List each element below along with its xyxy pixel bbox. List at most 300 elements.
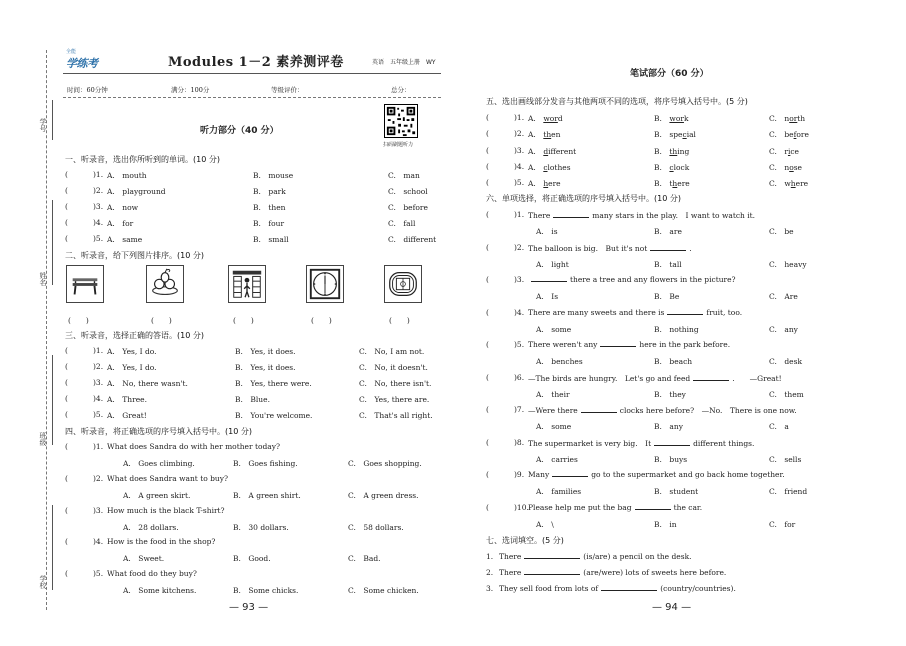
answer-blank[interactable] bbox=[650, 244, 686, 251]
question-number: )4. bbox=[514, 161, 525, 171]
underlined-letters: or bbox=[789, 114, 798, 123]
question-number: )3. bbox=[93, 505, 104, 515]
picture-5-answer[interactable]: ( ) bbox=[389, 316, 410, 325]
question-text bbox=[528, 308, 742, 317]
answer-paren[interactable]: ( bbox=[65, 569, 68, 579]
option-b bbox=[654, 129, 696, 140]
option-c: C. friend bbox=[769, 487, 808, 496]
answer-paren[interactable]: ( bbox=[65, 505, 68, 515]
option-c bbox=[769, 178, 808, 189]
option-prefix: B. bbox=[654, 114, 670, 123]
option-c: C. heavy bbox=[769, 259, 807, 269]
answer-paren[interactable]: ( bbox=[65, 410, 68, 419]
answer-paren[interactable]: ( bbox=[65, 346, 68, 355]
option-c: C. 58 dollars. bbox=[348, 522, 404, 532]
section-6-title: 六、单项选择，将正确选项的序号填入括号中。(10 分) bbox=[486, 194, 681, 203]
option-a: A. light bbox=[536, 259, 569, 269]
cut-line bbox=[46, 50, 47, 610]
option-suffix: en bbox=[551, 130, 561, 140]
answer-blank[interactable] bbox=[635, 503, 671, 510]
publisher-logo bbox=[66, 48, 108, 68]
option-b: B. Blue. bbox=[235, 395, 270, 404]
option-b bbox=[654, 113, 688, 124]
option-prefix: A. bbox=[528, 162, 544, 172]
question-part-2: go to the supermarket and go back home together. bbox=[591, 470, 785, 479]
total-info: 总分： bbox=[391, 86, 411, 94]
question-part-1: There bbox=[499, 552, 522, 561]
question-number: )9. bbox=[514, 470, 525, 479]
question-part-1: Many bbox=[528, 470, 550, 479]
question-text bbox=[528, 470, 785, 479]
underlined-letters: wor bbox=[669, 114, 684, 123]
score-info: 满分：100分 bbox=[171, 86, 210, 94]
option-b: B. You're welcome. bbox=[235, 411, 313, 420]
question-part-1: There bbox=[528, 211, 551, 220]
option-a: A. for bbox=[107, 219, 134, 228]
option-b bbox=[654, 178, 690, 189]
question-number: )7. bbox=[514, 405, 525, 414]
question-text bbox=[528, 243, 692, 254]
time-info: 时间：60分钟 bbox=[67, 86, 108, 94]
question-text: What does Sandra do with her mother today? bbox=[107, 442, 281, 451]
answer-paren[interactable]: ( bbox=[486, 210, 489, 219]
option-b: B. Good. bbox=[233, 554, 271, 564]
option-c: C. Yes, there are. bbox=[359, 395, 430, 404]
option-suffix: d bbox=[557, 114, 563, 123]
subject-tag: 英语 五年级上册 WY bbox=[372, 59, 436, 66]
section-7-title: 七、选词填空。(5 分) bbox=[486, 536, 564, 545]
page-left bbox=[63, 40, 441, 640]
question-number: )5. bbox=[514, 340, 525, 349]
option-b: B. Yes, it does. bbox=[235, 347, 296, 356]
option-b: B. they bbox=[654, 389, 686, 399]
answer-paren[interactable]: ( bbox=[486, 502, 489, 512]
option-c: C. be bbox=[769, 227, 794, 236]
option-a: A. Three. bbox=[107, 395, 147, 404]
option-a bbox=[528, 129, 560, 140]
binding-line bbox=[52, 355, 53, 445]
question-part-2: (are/were) lots of sweets here before. bbox=[583, 568, 727, 577]
option-b: B. buys bbox=[654, 454, 688, 464]
option-a: A. Yes, I do. bbox=[107, 363, 157, 372]
question-number: )5. bbox=[93, 410, 104, 419]
option-suffix: k bbox=[683, 114, 689, 123]
option-b: B. beach bbox=[654, 357, 693, 366]
answer-blank[interactable] bbox=[600, 340, 636, 347]
question-text: What does Sandra want to buy? bbox=[107, 473, 228, 483]
option-suffix: ere bbox=[677, 179, 690, 189]
section-2-title: 二、听录音，给下列图片排序。(10 分) bbox=[65, 251, 204, 260]
option-c bbox=[769, 129, 809, 140]
question-number: )3. bbox=[514, 145, 525, 155]
question-number: )5. bbox=[514, 178, 525, 188]
option-prefix: C. n bbox=[769, 162, 790, 172]
question-number: )2. bbox=[93, 186, 104, 195]
option-a: A. Yes, I do. bbox=[107, 347, 157, 356]
question-number: )4. bbox=[93, 394, 104, 403]
question-number: )3. bbox=[514, 275, 525, 284]
question-number: )4. bbox=[514, 307, 525, 317]
question-part-2: . —Great! bbox=[732, 373, 782, 383]
section-3-title: 三、听录音，选择正确的答语。(10 分) bbox=[65, 331, 204, 340]
option-c bbox=[769, 162, 802, 173]
question-part-1: There weren't any bbox=[528, 340, 598, 349]
question-text bbox=[528, 275, 736, 284]
answer-paren[interactable]: ( bbox=[65, 378, 68, 387]
question-text bbox=[499, 568, 726, 577]
option-prefix: A. bbox=[528, 179, 544, 189]
option-c: C. desk bbox=[769, 357, 802, 366]
question-number: )1. bbox=[514, 113, 525, 122]
option-c: C. a bbox=[769, 422, 789, 431]
option-c: C. That's all right. bbox=[359, 411, 433, 420]
info-rule bbox=[63, 97, 441, 98]
question-number: )8. bbox=[514, 437, 525, 447]
option-c: C. sells bbox=[769, 454, 802, 464]
option-suffix: ing bbox=[677, 146, 690, 156]
page-title: Modules 1－2 素养测评卷 bbox=[168, 55, 344, 70]
question-part-1: They sell food from lots of bbox=[499, 584, 599, 593]
question-part-2: clocks here before? —No. There is one now. bbox=[619, 406, 797, 415]
underlined-letters: c bbox=[682, 130, 687, 140]
underlined-letters: wor bbox=[543, 114, 558, 123]
page-right bbox=[484, 40, 902, 640]
question-part-2: (is/are) a pencil on the desk. bbox=[583, 552, 692, 561]
option-a: A. now bbox=[107, 203, 139, 212]
binding-line bbox=[52, 505, 53, 590]
question-part-1: Please help me put the bag bbox=[528, 502, 632, 512]
question-text: What food do they buy? bbox=[107, 569, 197, 579]
option-b: B. Yes, it does. bbox=[235, 363, 296, 372]
binding-label-student-id: 学号 bbox=[39, 118, 47, 132]
question-part-2: . bbox=[689, 243, 692, 253]
option-a bbox=[528, 113, 563, 124]
option-b: B. Goes fishing. bbox=[233, 459, 298, 468]
option-b: B. Some chicks. bbox=[233, 586, 299, 596]
option-b: B. small bbox=[253, 235, 289, 244]
option-c bbox=[769, 113, 805, 124]
answer-blank[interactable] bbox=[581, 406, 617, 413]
qr-caption: 扫码刷题听力 bbox=[383, 142, 414, 148]
option-prefix: B. bbox=[654, 162, 670, 172]
supermarket-picture bbox=[228, 265, 266, 303]
option-suffix: ce bbox=[790, 146, 799, 156]
answer-paren[interactable]: ( bbox=[65, 394, 68, 403]
picture-1-answer[interactable]: ( ) bbox=[68, 316, 89, 325]
question-part-2: there a tree and any flowers in the picture? bbox=[570, 275, 736, 284]
underlined-letters: h bbox=[543, 179, 549, 189]
answer-paren[interactable]: ( bbox=[65, 186, 68, 195]
question-number: )5. bbox=[93, 234, 104, 243]
section-1-title: 一、听录音，选出你所听到的单词。(10 分) bbox=[65, 155, 220, 164]
question-part-2: different things. bbox=[693, 438, 755, 448]
section-5-title: 五、选出画线部分发音与其他两项不同的选项，将序号填入括号中。(5 分) bbox=[486, 97, 748, 106]
option-c: C. for bbox=[769, 519, 796, 529]
option-b: B. student bbox=[654, 487, 699, 496]
option-a: A. carries bbox=[536, 454, 578, 464]
option-prefix: B. t bbox=[654, 179, 673, 189]
answer-paren[interactable]: ( bbox=[486, 161, 489, 171]
underlined-letters: h bbox=[672, 179, 678, 189]
fruit-picture bbox=[146, 265, 184, 303]
option-a: A. benches bbox=[536, 357, 583, 366]
question-part-2: (country/countries). bbox=[660, 584, 736, 593]
question-number: 3. bbox=[486, 584, 494, 593]
grade-info: 等级评价： bbox=[271, 86, 304, 94]
option-b: B. then bbox=[253, 203, 286, 212]
option-b: B. Yes, there were. bbox=[235, 379, 312, 388]
question-number: )1. bbox=[93, 442, 104, 451]
option-b: B. in bbox=[654, 519, 677, 529]
option-prefix: A. bbox=[528, 146, 544, 156]
question-number: 1. bbox=[486, 552, 494, 561]
option-c: C. A green dress. bbox=[348, 490, 419, 500]
question-text: How is the food in the shop? bbox=[107, 537, 216, 547]
clock-picture bbox=[306, 265, 344, 303]
playground-picture bbox=[384, 265, 422, 303]
option-suffix: lock bbox=[673, 162, 690, 172]
option-suffix: ore bbox=[796, 130, 809, 140]
answer-paren[interactable]: ( bbox=[65, 170, 68, 179]
page-number-right: — 94 — bbox=[652, 602, 692, 613]
option-a: A. Great! bbox=[107, 411, 147, 420]
option-a: A. No, there wasn't. bbox=[107, 379, 188, 388]
option-c: C. Bad. bbox=[348, 554, 381, 564]
question-number: )4. bbox=[93, 218, 104, 227]
option-c: C. before bbox=[388, 203, 428, 212]
question-part-2: the car. bbox=[673, 502, 703, 512]
picture-row bbox=[63, 265, 441, 325]
answer-blank[interactable] bbox=[654, 439, 690, 446]
question-part-2: fruit, too. bbox=[706, 307, 743, 317]
option-a: A. playground bbox=[107, 187, 166, 196]
option-a: A. is bbox=[536, 227, 558, 236]
header-rule bbox=[63, 73, 441, 74]
answer-paren[interactable]: ( bbox=[486, 145, 489, 155]
question-text bbox=[528, 210, 755, 221]
question-number: 2. bbox=[486, 568, 494, 577]
answer-paren[interactable]: ( bbox=[486, 307, 489, 317]
option-a: A. same bbox=[107, 235, 143, 244]
option-prefix: B. spe bbox=[654, 130, 683, 140]
option-c: C. Some chicken. bbox=[348, 586, 419, 596]
option-a bbox=[528, 162, 571, 173]
option-c: C. man bbox=[388, 171, 420, 180]
option-a: A. \ bbox=[536, 519, 554, 529]
question-number: )2. bbox=[514, 129, 525, 139]
answer-paren[interactable]: ( bbox=[486, 275, 489, 284]
option-c: C. Are bbox=[769, 292, 798, 301]
option-a: A. some bbox=[536, 422, 572, 431]
option-c: C. any bbox=[769, 324, 798, 334]
question-text bbox=[528, 340, 730, 349]
answer-blank[interactable] bbox=[693, 374, 729, 381]
option-b: B. four bbox=[253, 219, 285, 228]
answer-paren[interactable]: ( bbox=[486, 437, 489, 447]
answer-paren[interactable]: ( bbox=[486, 340, 489, 349]
bench-picture bbox=[66, 265, 104, 303]
binding-label-class: 班级 bbox=[39, 432, 47, 446]
question-number: )2. bbox=[93, 473, 104, 483]
option-a: A. Goes climbing. bbox=[123, 459, 195, 468]
binding-line bbox=[52, 100, 53, 140]
option-c: C. Goes shopping. bbox=[348, 459, 422, 468]
answer-blank[interactable] bbox=[552, 470, 588, 477]
answer-blank[interactable] bbox=[667, 308, 703, 315]
qr-code-icon[interactable] bbox=[384, 104, 418, 138]
option-c: C. school bbox=[388, 187, 428, 196]
binding-label-name: 姓名 bbox=[39, 272, 47, 286]
question-number: )1. bbox=[514, 210, 525, 219]
answer-paren[interactable]: ( bbox=[65, 537, 68, 547]
question-part-2: many stars in the play. I want to watch it. bbox=[592, 211, 756, 220]
answer-paren[interactable]: ( bbox=[486, 405, 489, 414]
question-text bbox=[499, 552, 692, 561]
option-a bbox=[528, 146, 576, 157]
question-number: )3. bbox=[93, 202, 104, 211]
question-part-1: The supermarket is very big. It bbox=[528, 438, 652, 448]
answer-paren[interactable]: ( bbox=[486, 113, 489, 122]
question-number: )6. bbox=[514, 372, 525, 382]
option-suffix: ere bbox=[548, 179, 561, 189]
underlined-letters: i bbox=[787, 146, 791, 156]
section-4-title: 四、听录音，将正确选项的序号填入括号中。(10 分) bbox=[65, 427, 252, 436]
picture-3-answer[interactable]: ( ) bbox=[233, 316, 254, 325]
question-text bbox=[528, 438, 754, 449]
answer-blank[interactable] bbox=[524, 568, 580, 575]
picture-4-answer[interactable]: ( ) bbox=[311, 316, 332, 325]
answer-blank[interactable] bbox=[524, 552, 580, 559]
option-prefix: C. r bbox=[769, 146, 788, 156]
question-number: )2. bbox=[93, 362, 104, 371]
logo-small-text: 全能 bbox=[66, 49, 77, 55]
option-c: C. No, there isn't. bbox=[359, 379, 432, 388]
underlined-letters: f bbox=[793, 130, 797, 140]
option-a: A. some bbox=[536, 324, 572, 334]
option-suffix: ial bbox=[686, 130, 696, 140]
option-b: B. 30 dollars. bbox=[233, 522, 289, 532]
option-b: B. park bbox=[253, 187, 286, 196]
option-prefix: A. bbox=[528, 130, 544, 140]
option-c: C. No, it doesn't. bbox=[359, 363, 428, 372]
question-number: )2. bbox=[514, 242, 525, 252]
answer-blank[interactable] bbox=[601, 584, 657, 591]
option-a: A. A green skirt. bbox=[123, 490, 191, 500]
option-c: C. them bbox=[769, 389, 804, 399]
listening-part-title: 听力部分（40 分） bbox=[200, 126, 279, 136]
answer-paren[interactable]: ( bbox=[486, 372, 489, 382]
option-b: B. nothing bbox=[654, 324, 699, 334]
option-a: A. 28 dollars. bbox=[123, 522, 179, 532]
written-part-title: 笔试部分（60 分） bbox=[630, 69, 709, 79]
question-part-1: —The birds are hungry. Let's go and feed bbox=[528, 373, 691, 383]
option-prefix: C. w bbox=[769, 179, 791, 189]
option-suffix: ere bbox=[795, 179, 809, 189]
binding-line bbox=[52, 200, 53, 285]
question-text bbox=[528, 373, 782, 384]
question-number: )1. bbox=[93, 170, 104, 179]
option-suffix: se bbox=[793, 162, 802, 172]
underlined-letters: o bbox=[789, 162, 794, 172]
answer-paren[interactable]: ( bbox=[486, 470, 489, 479]
option-b: B. A green shirt. bbox=[233, 490, 301, 500]
question-number: )10. bbox=[514, 502, 529, 512]
underlined-letters: th bbox=[669, 146, 678, 156]
exam-info bbox=[67, 85, 441, 94]
answer-paren[interactable]: ( bbox=[65, 473, 68, 483]
page-number-left: — 93 — bbox=[229, 602, 269, 613]
answer-paren[interactable]: ( bbox=[65, 218, 68, 227]
answer-blank[interactable] bbox=[553, 211, 589, 218]
option-c bbox=[769, 146, 799, 157]
underlined-letters: d bbox=[543, 146, 549, 156]
question-part-1: —Were there bbox=[528, 406, 578, 415]
question-text bbox=[528, 405, 797, 416]
option-c: C. fall bbox=[388, 219, 416, 228]
question-number: )4. bbox=[93, 537, 104, 547]
question-text: How much is the black T-shirt? bbox=[107, 505, 225, 515]
question-part-2: here in the park before. bbox=[639, 340, 731, 349]
option-c: C. different bbox=[388, 235, 437, 244]
option-a: A. mouth bbox=[107, 171, 147, 180]
option-a: A. families bbox=[536, 487, 582, 496]
answer-paren[interactable]: ( bbox=[65, 234, 68, 243]
question-number: )5. bbox=[93, 569, 104, 579]
question-part-1: There are many sweets and there is bbox=[528, 307, 665, 317]
binding-margin bbox=[0, 0, 58, 646]
answer-blank[interactable] bbox=[531, 275, 567, 282]
logo-main-text: 学练考 bbox=[66, 57, 98, 70]
option-b: B. tall bbox=[654, 259, 682, 269]
option-a: A. their bbox=[536, 389, 570, 399]
answer-paren[interactable]: ( bbox=[486, 242, 489, 252]
option-b bbox=[654, 162, 689, 173]
option-prefix: C. n bbox=[769, 114, 790, 123]
question-text bbox=[528, 503, 702, 512]
option-a: A. Is bbox=[536, 292, 559, 301]
question-text bbox=[499, 584, 736, 593]
option-a: A. Some kitchens. bbox=[123, 586, 197, 596]
question-number: )3. bbox=[93, 378, 104, 387]
option-prefix: B. bbox=[654, 146, 670, 156]
question-part-1: The balloon is big. But it's not bbox=[528, 243, 648, 253]
underlined-letters: h bbox=[790, 179, 796, 189]
option-b: B. mouse bbox=[253, 171, 294, 180]
underlined-letters: c bbox=[543, 162, 548, 172]
picture-2-answer[interactable]: ( ) bbox=[151, 316, 172, 325]
answer-paren[interactable]: ( bbox=[65, 442, 68, 451]
option-b: B. are bbox=[654, 227, 682, 236]
answer-paren[interactable]: ( bbox=[65, 202, 68, 211]
option-prefix: A. bbox=[528, 114, 544, 123]
option-suffix: lothes bbox=[547, 162, 571, 172]
option-prefix: C. be bbox=[769, 130, 794, 140]
option-b bbox=[654, 146, 689, 157]
answer-paren[interactable]: ( bbox=[486, 178, 489, 188]
option-b: B. Be bbox=[654, 292, 680, 301]
option-a bbox=[528, 178, 561, 189]
option-c: C. No, I am not. bbox=[359, 347, 425, 356]
question-number: )1. bbox=[93, 346, 104, 355]
underlined-letters: c bbox=[669, 162, 674, 172]
underlined-letters: th bbox=[543, 130, 552, 140]
option-b: B. any bbox=[654, 422, 683, 431]
question-part-1: There bbox=[499, 568, 522, 577]
answer-paren[interactable]: ( bbox=[486, 129, 489, 139]
answer-paren[interactable]: ( bbox=[65, 362, 68, 371]
option-a: A. Sweet. bbox=[123, 554, 165, 564]
binding-label-school: 学校 bbox=[39, 575, 47, 589]
